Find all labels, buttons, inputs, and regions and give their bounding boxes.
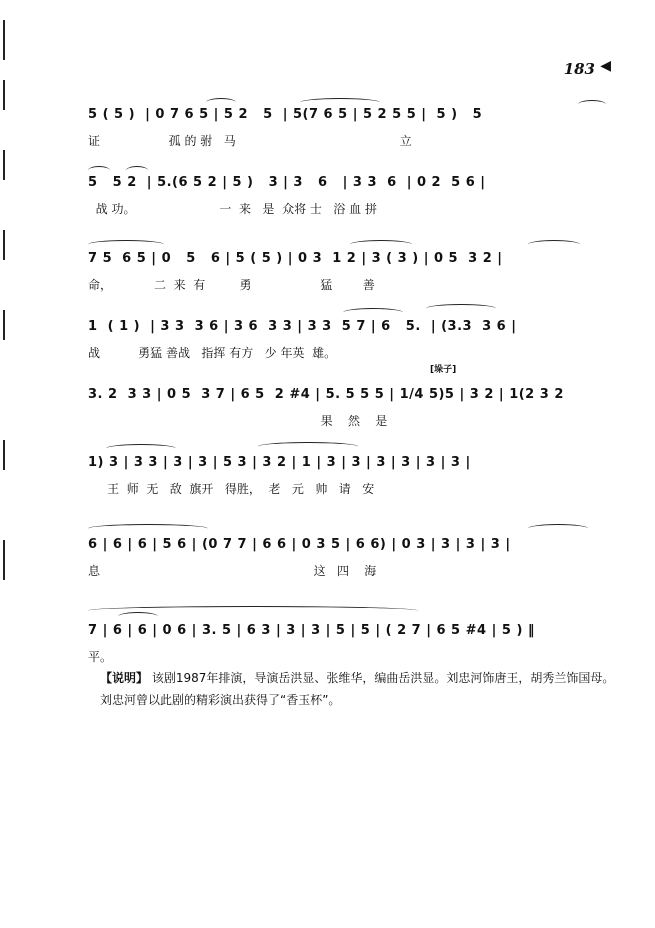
slur [88,166,110,175]
lyrics-line: 果 然 是 [88,414,388,428]
margin-mark [3,80,5,110]
slur [528,524,588,533]
margin-mark [3,540,5,580]
jianpu-notes: 3. 2 3 3 | 0 5 3 7 | 6 5 2 #4 | 5. 5 5 5 | 1/4 5)5 | 3 2 | 1(2 3 2 [88,387,564,402]
slur [106,444,176,453]
lyrics-line: 命， 二 来 有 勇 猛 善 [88,278,375,292]
lyrics-line: 息 这 四 海 [88,564,377,578]
slur [206,98,236,107]
margin-mark [3,150,5,180]
slur [528,240,580,249]
jianpu-notes: 5 5 2 | 5.(6 5 2 | 5 ) 3 | 3 6 | 3 3 6 | 0 2 5 6 | [88,175,486,190]
slur [258,442,358,451]
jianpu-notes: 1) 3 | 3 3 | 3 | 3 | 5 3 | 3 2 | 1 | 3 | 3 | 3 | 3 | 3 | 3 | [88,455,471,470]
jianpu-notes: 5 ( 5 ) | 0 7 6 5 | 5 2 5 | 5(7 6 5 | 5 2 5 5 | 5 ) 5 [88,107,483,122]
page-number: 183 [563,60,595,78]
slur [426,304,496,313]
lyrics-line: 证 孤 的 驸 马 立 [88,134,412,148]
margin-mark [3,310,5,340]
jianpu-notes: 6 | 6 | 6 | 5 6 | (0 7 7 | 6 6 | 0 3 5 | 6 6) | 0 3 | 3 | 3 | 3 | [88,537,511,552]
lyrics-line: 战 勇猛 善战 指挥 有方 少 年英 雄。 [88,346,337,360]
explanation-label: 【说明】 [100,671,149,685]
jianpu-notes: 7 | 6 | 6 | 0 6 | 3. 5 | 6 3 | 3 | 3 | 5 | 5 | ( 2 7 | 6 5 #4 | 5 ) ‖ [88,623,535,638]
slur [88,524,208,533]
lyrics-line: 王 师 无 敌 旗开 得胜， 老 元 帅 请 安 [88,482,375,496]
slur [350,240,412,249]
slur [118,612,158,621]
lyrics-line: 平。 [88,650,113,664]
slur [88,240,164,249]
margin-mark [3,440,5,470]
lyrics-line: 战 功。 一 来 是 众将 士 浴 血 拼 [88,202,377,216]
explanation-note [100,667,620,711]
jianpu-notes: 7 5 6 5 | 0 5 6 | 5 ( 5 ) | 0 3 1 2 | 3 ( 3 ) | 0 5 3 2 | [88,251,503,266]
margin-mark [3,230,5,260]
page-corner-icon: ◀ [600,58,611,74]
margin-mark [3,20,5,60]
jianpu-notes: 1 ( 1 ) | 3 3 3 6 | 3 6 3 3 | 3 3 5 7 | 6 5. | (3.3 3 6 | [88,319,517,334]
slur [126,166,148,175]
banzi-marker: [垛子] [430,365,457,375]
slur [578,100,606,109]
slur [343,308,403,317]
slur [300,98,380,107]
explanation-text: 该剧1987年排演，导演岳洪显、张维华，编曲岳洪显。刘忠河饰唐王，胡秀兰饰国母。刘忠河曾以此剧的精彩演出获得了“香玉杯”。 [100,671,615,707]
